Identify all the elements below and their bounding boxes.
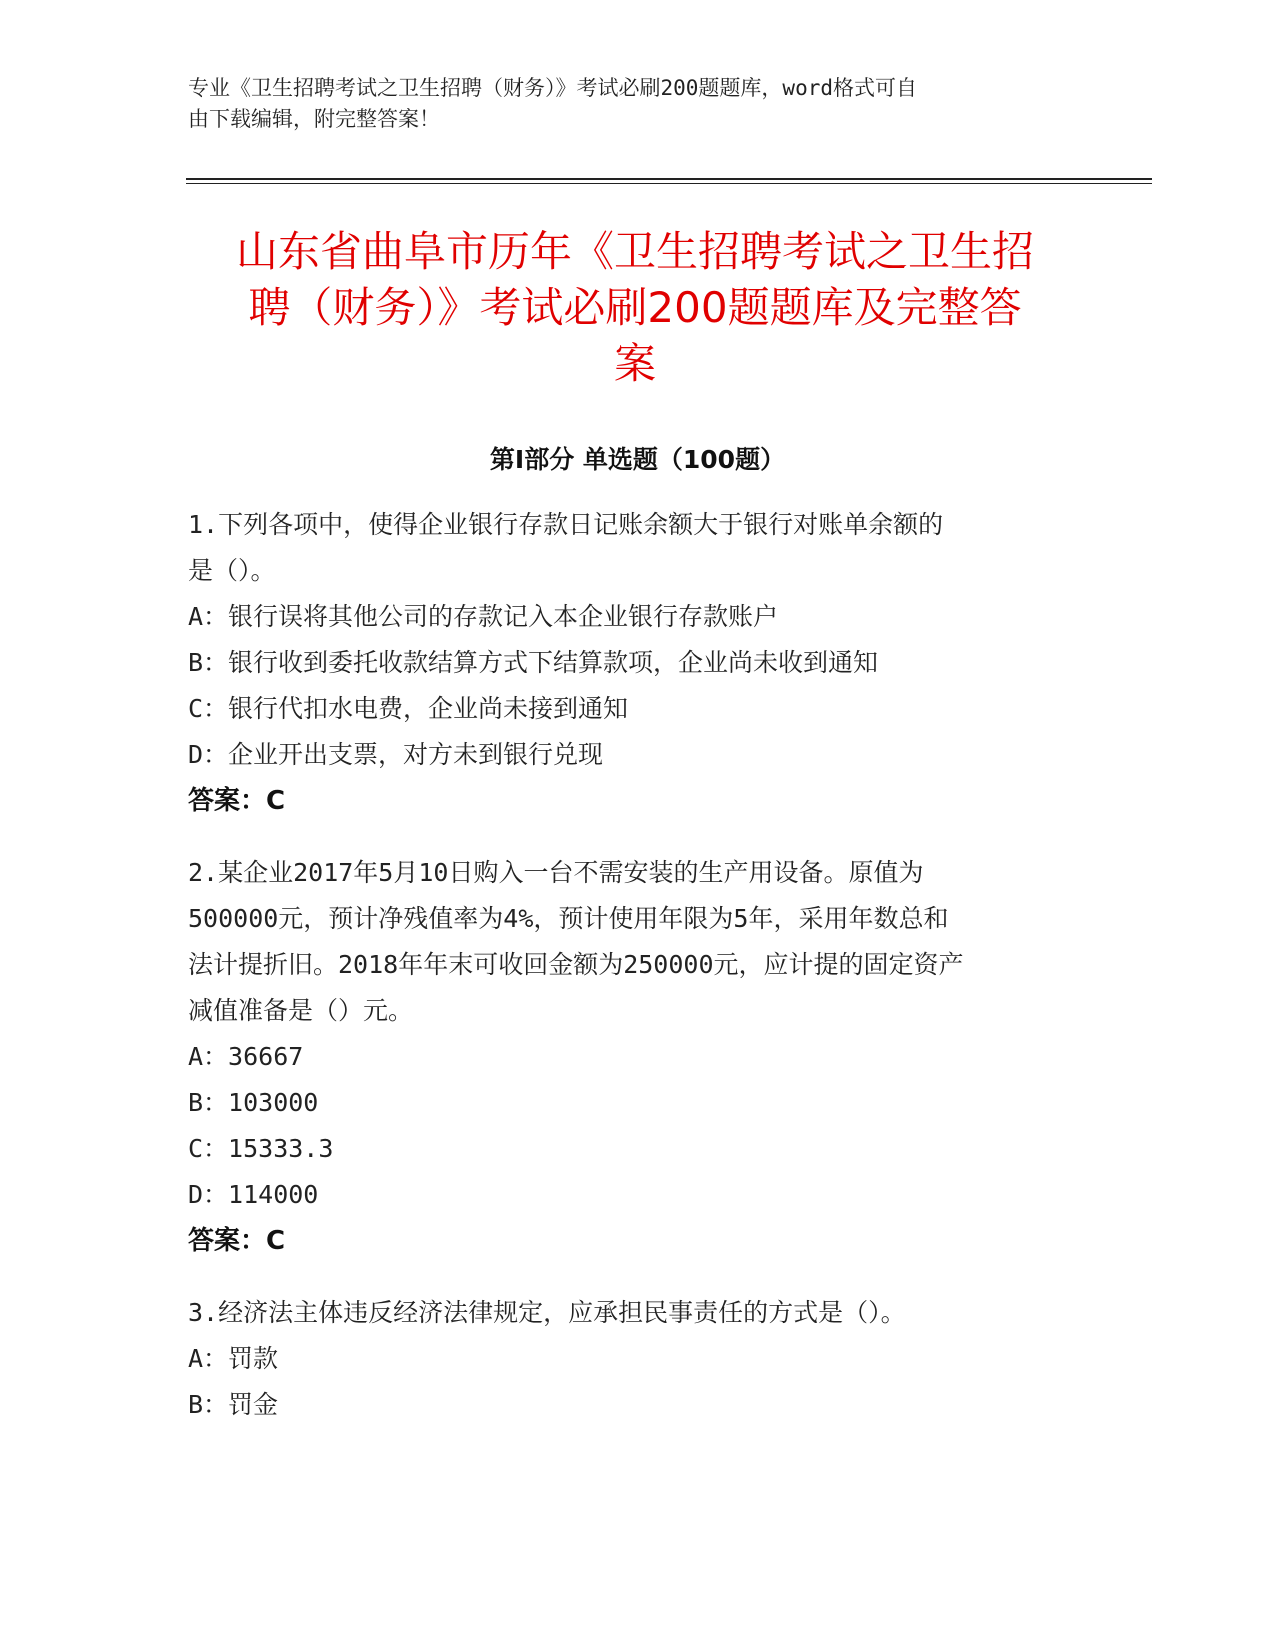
- answer: 答案：C: [188, 786, 286, 816]
- question-stem-line: 是（）。: [188, 556, 276, 585]
- question-stem-line: 3.经济法主体违反经济法律规定，应承担民事责任的方式是（）。: [188, 1298, 906, 1327]
- question-2: [188, 850, 1088, 1264]
- option-b: B：103000: [188, 1088, 319, 1117]
- header-note: [188, 73, 1078, 135]
- option-d: D：企业开出支票，对方未到银行兑现: [188, 740, 604, 769]
- question-stem-line: 1.下列各项中，使得企业银行存款日记账余额大于银行对账单余额的: [188, 510, 944, 539]
- option-c: C：银行代扣水电费，企业尚未接到通知: [188, 694, 629, 723]
- option-a: A：36667: [188, 1042, 304, 1071]
- header-divider-thick: [186, 178, 1152, 180]
- option-a: A：银行误将其他公司的存款记入本企业银行存款账户: [188, 602, 779, 631]
- option-c: C：15333.3: [188, 1134, 334, 1163]
- question-stem-line: 减值准备是（）元。: [188, 996, 414, 1025]
- question-stem-line: 500000元，预计净残值率为4%，预计使用年限为5年，采用年数总和: [188, 904, 949, 933]
- question-3: [188, 1290, 1088, 1428]
- title-line-3: 案: [613, 339, 656, 388]
- header-note-line-2: 由下载编辑，附完整答案！: [188, 107, 440, 131]
- option-b: B：罚金: [188, 1390, 279, 1419]
- title-line-1: 山东省曲阜市历年《卫生招聘考试之卫生招: [235, 227, 1034, 276]
- header-divider-thin: [186, 183, 1152, 184]
- header-note-line-1: 专业《卫生招聘考试之卫生招聘（财务）》考试必刷200题题库，word格式可自: [188, 76, 917, 100]
- section-heading: 第Ⅰ部分 单选题（100题）: [489, 445, 786, 474]
- document-title: [195, 224, 1075, 392]
- question-stem-line: 2.某企业2017年5月10日购入一台不需安装的生产用设备。原值为: [188, 858, 924, 887]
- option-d: D：114000: [188, 1180, 319, 1209]
- option-b: B：银行收到委托收款结算方式下结算款项，企业尚未收到通知: [188, 648, 879, 677]
- question-stem-line: 法计提折旧。2018年年末可收回金额为250000元，应计提的固定资产: [188, 950, 964, 979]
- answer: 答案：C: [188, 1226, 286, 1256]
- title-line-2: 聘（财务）》考试必刷200题题库及完整答: [248, 283, 1022, 332]
- question-1: [188, 502, 1088, 824]
- option-a: A：罚款: [188, 1344, 279, 1373]
